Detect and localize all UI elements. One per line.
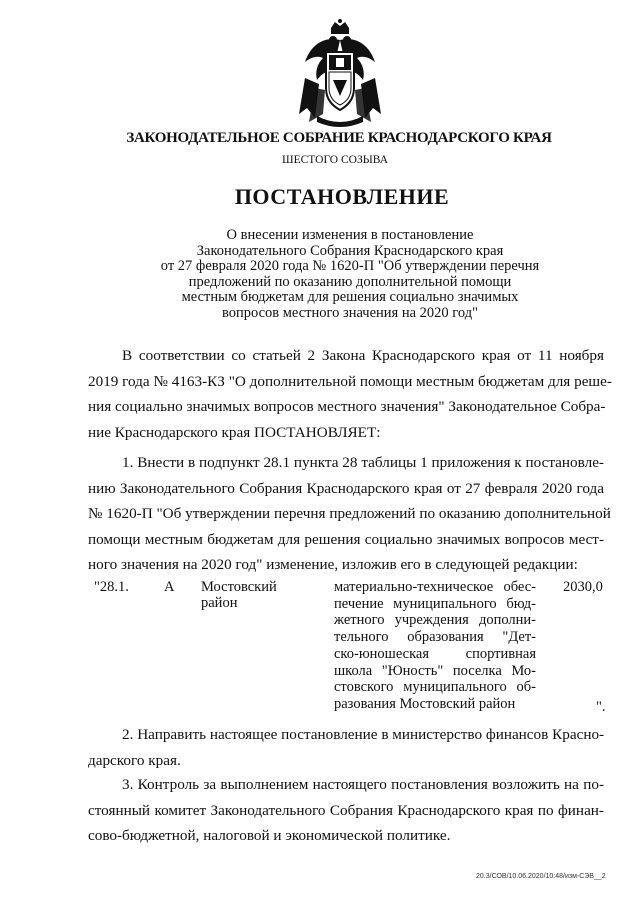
text-line: В соответствии со статьей 2 Закона Краснодарского края от 11 ноября (122, 347, 604, 364)
row-letter: А (164, 579, 175, 595)
text-line: ния социально значимых вопросов местного значения" Законодательное Собра- (88, 398, 606, 416)
item-3-paragraph (88, 772, 604, 849)
description-line: стовского муниципального об- (334, 679, 536, 696)
preamble-paragraph (88, 343, 612, 445)
text-line: помощи местным бюджетам для решения социально значимых вопросов мест- (88, 530, 604, 548)
document-type-title: ПОСТАНОВЛЕНИЕ (234, 184, 450, 209)
description-line: печение муниципального бюд- (334, 595, 536, 612)
document-footer-code: 20.3/СОВ/10.06.2020/10:48/изм-СЭВ__2 (476, 873, 606, 880)
text-line: ние Краснодарского края ПОСТАНОВЛЯЕТ: (88, 423, 381, 441)
text-line: дарского края. (88, 751, 181, 769)
row-number: "28.1. (94, 579, 129, 595)
subject-line: вопросов местного значения на 2020 год" (221, 304, 479, 321)
organization-title: ЗАКОНОДАТЕЛЬНОЕ СОБРАНИЕ КРАСНОДАРСКОГО КРАЯ (126, 130, 552, 146)
text-line: 2. Направить настоящее постановление в министерство финансов Красно- (122, 726, 605, 743)
amount-cell: 2030,0 (563, 579, 603, 595)
district-line: Мостовский (201, 579, 277, 595)
coat-of-arms-emblem (295, 18, 385, 130)
text-line: стоянный комитет Законодательного Собрания Краснодарского края по финан- (88, 801, 604, 819)
subject-line: Законодательного Собрания Краснодарского края (196, 242, 504, 259)
text-line: № 1620-П "Об утверждении перечня предложений по оказанию дополнительной (88, 505, 611, 523)
description-line: материально-техническое обес- (334, 579, 536, 595)
amendment-table-row (0, 579, 640, 719)
item-1-paragraph (88, 450, 611, 578)
text-line: нию Законодательного Собрания Краснодарского края от 27 февраля 2020 года (88, 479, 604, 497)
description-line: школа "Юность" поселка Мо- (334, 662, 536, 679)
item-2-paragraph (88, 722, 604, 773)
text-line: сово-бюджетной, налоговой и экономической политике. (88, 827, 451, 845)
description-line: разования Мостовский район (334, 695, 516, 712)
convocation-label: ШЕСТОГО СОЗЫВА (281, 154, 389, 166)
description-line: тельного образования "Дет- (334, 629, 536, 646)
description-line: ско-юношеская спортивная (334, 645, 536, 662)
district-cell (201, 579, 301, 611)
subject-line: О внесении изменения в постановление (226, 227, 474, 243)
subject-line: предложений по оказанию дополнительной помощи (188, 273, 512, 290)
district-line: район (201, 595, 238, 611)
closing-quote: ". (596, 699, 606, 715)
subject-line: местным бюджетам для решения социально значимых (181, 289, 519, 306)
text-line: 3. Контроль за выполнением настоящего постановления возложить на по- (122, 776, 604, 793)
text-line: 2019 года № 4163-КЗ "О дополнительной помощи местным бюджетам для реше- (88, 372, 612, 390)
document-subject (130, 228, 570, 322)
description-cell (334, 579, 536, 713)
text-line: 1. Внести в подпункт 28.1 пункта 28 таблицы 1 приложения к постановле- (122, 454, 604, 471)
subject-line: от 27 февраля 2020 года № 1620-П "Об утверждении перечня (160, 258, 540, 275)
description-line: жетного учреждения дополни- (334, 612, 536, 629)
text-line: ного значения на 2020 год" изменение, изложив его в следующей редакции: (88, 556, 578, 574)
